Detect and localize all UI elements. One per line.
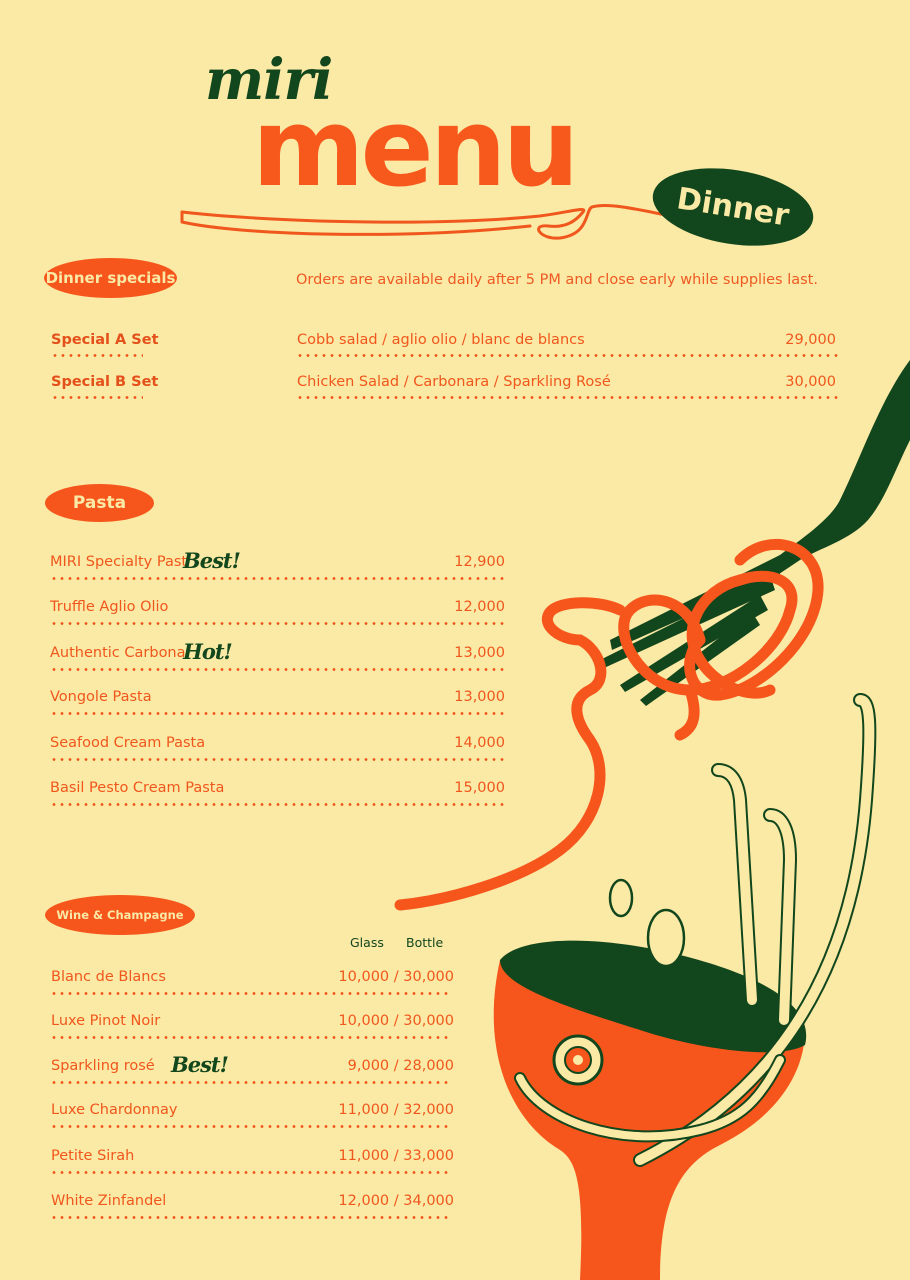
dotted-divider: [50, 712, 506, 715]
wine-price: 11,000 / 32,000: [338, 1102, 454, 1118]
wine-row: [51, 1193, 454, 1217]
wine-price: 10,000 / 30,000: [338, 969, 454, 985]
special-name: Special B Set: [51, 374, 159, 390]
column-header-bottle: Bottle: [406, 935, 444, 950]
dotted-divider: [50, 1081, 452, 1084]
brand-big-title: menu: [252, 86, 576, 211]
pasta-price: 12,900: [454, 554, 505, 570]
dotted-divider: [51, 354, 143, 357]
dotted-divider: [50, 803, 506, 806]
pasta-row: [50, 554, 505, 578]
dotted-divider: [50, 1171, 452, 1174]
specials-note: Orders are available daily after 5 PM and close early while supplies last.: [296, 272, 818, 288]
dotted-divider: [50, 1216, 452, 1219]
wine-name: White Zinfandel: [51, 1193, 167, 1209]
pasta-price: 13,000: [454, 645, 505, 661]
special-row: [51, 332, 836, 356]
best-tag: Best!: [171, 1052, 228, 1077]
pasta-name: Authentic Carbona: [50, 645, 186, 661]
dotted-divider: [50, 577, 506, 580]
brand-small-title: miri: [205, 47, 333, 113]
pasta-name: Vongole Pasta: [50, 689, 152, 705]
pasta-row: [50, 689, 505, 713]
wine-price: 11,000 / 33,000: [338, 1148, 454, 1164]
best-tag: Best!: [183, 548, 240, 573]
wine-row: [51, 969, 454, 993]
dotted-divider: [50, 1036, 452, 1039]
pasta-price: 15,000: [454, 780, 505, 796]
pasta-row: [50, 599, 505, 623]
pasta-bowl-icon: [494, 700, 870, 1280]
dotted-divider: [296, 396, 838, 399]
pasta-price: 14,000: [454, 735, 505, 751]
fork-icon: [600, 360, 910, 706]
section-label-pasta: Pasta: [45, 484, 154, 522]
section-label-dinner-specials: Dinner specials: [44, 258, 177, 298]
dotted-divider: [50, 992, 452, 995]
wine-name: Luxe Chardonnay: [51, 1102, 178, 1118]
special-price: 29,000: [785, 332, 836, 348]
wine-row: [51, 1102, 454, 1126]
dotted-divider: [50, 758, 506, 761]
pasta-row: [50, 780, 505, 804]
dotted-divider: [50, 1125, 452, 1128]
wine-row: [51, 1058, 454, 1082]
pasta-name: Truffle Aglio Olio: [50, 599, 169, 615]
special-price: 30,000: [785, 374, 836, 390]
special-row: [51, 374, 836, 398]
wine-price: 12,000 / 34,000: [338, 1193, 454, 1209]
pasta-price: 13,000: [454, 689, 505, 705]
wine-name: Luxe Pinot Noir: [51, 1013, 161, 1029]
special-name: Special A Set: [51, 332, 159, 348]
special-description: Chicken Salad / Carbonara / Sparkling Rosé: [297, 374, 611, 390]
wine-row: [51, 1148, 454, 1172]
wine-name: Blanc de Blancs: [51, 969, 166, 985]
wine-row: [51, 1013, 454, 1037]
dinner-badge: Dinner: [647, 158, 819, 256]
wine-price: 10,000 / 30,000: [338, 1013, 454, 1029]
pasta-price: 12,000: [454, 599, 505, 615]
wine-name: Sparkling rosé: [51, 1058, 155, 1074]
pasta-row: [50, 735, 505, 759]
pasta-name: Seafood Cream Pasta: [50, 735, 206, 751]
special-description: Cobb salad / aglio olio / blanc de blancs: [297, 332, 585, 348]
dotted-divider: [296, 354, 838, 357]
dotted-divider: [50, 622, 506, 625]
pasta-row: [50, 645, 505, 669]
dotted-divider: [51, 396, 143, 399]
wine-price: 9,000 / 28,000: [347, 1058, 454, 1074]
pasta-name: MIRI Specialty Past: [50, 554, 188, 570]
wine-name: Petite Sirah: [51, 1148, 135, 1164]
pasta-name: Basil Pesto Cream Pasta: [50, 780, 225, 796]
section-label-wine: Wine & Champagne: [45, 895, 195, 935]
dotted-divider: [50, 668, 506, 671]
column-header-glass: Glass: [350, 935, 384, 950]
hot-tag: Hot!: [183, 639, 232, 664]
